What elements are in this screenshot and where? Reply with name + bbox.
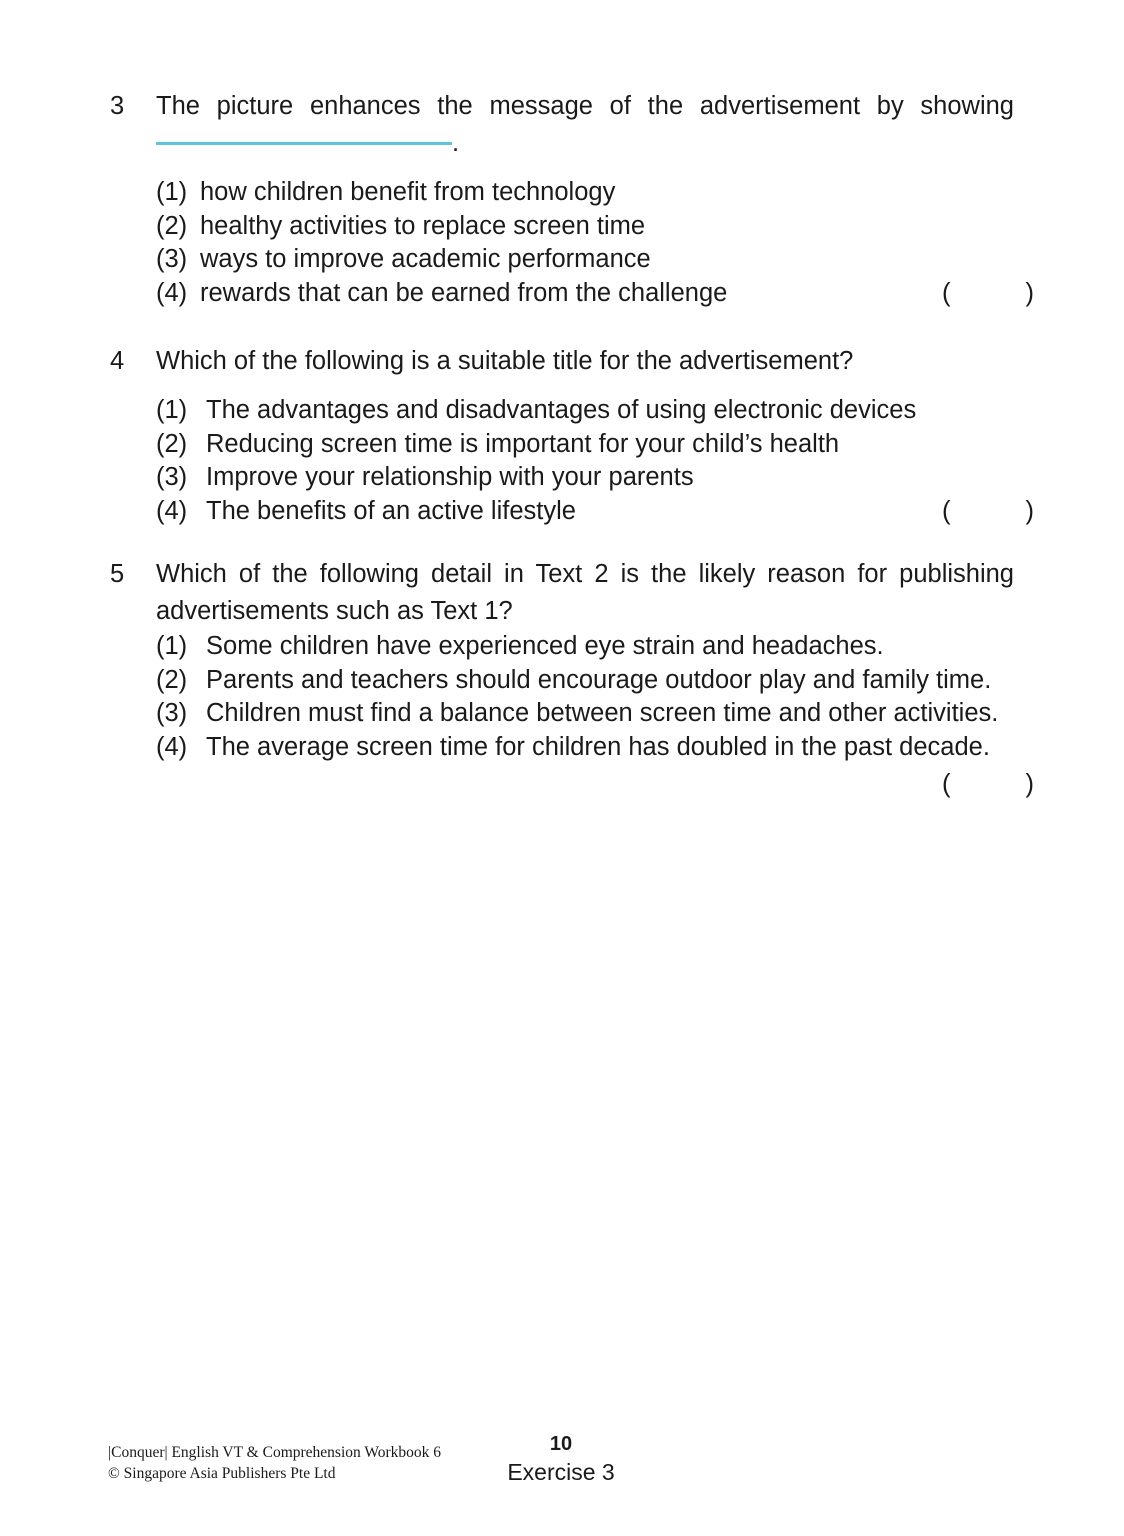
- option-text: ways to improve academic performance: [200, 245, 651, 273]
- footer-credit-publisher: © Singapore Asia Publishers Pte Ltd: [108, 1465, 336, 1482]
- answer-bracket-open: (: [942, 496, 951, 525]
- option-item[interactable]: [156, 664, 1014, 698]
- option-label: (4): [156, 496, 188, 525]
- question-5-answer-row: [156, 764, 1034, 802]
- question-5-number: 5: [110, 560, 125, 588]
- option-text: Parents and teachers should encourage outdoor play and family time.: [206, 665, 992, 694]
- option-label: (4): [156, 732, 188, 761]
- question-4: [110, 343, 1034, 528]
- question-5-stem-line-1: Which of the following detail in Text 2 is the likely reason for publishing: [156, 560, 1014, 588]
- question-3-answer-box[interactable]: [942, 277, 1034, 311]
- option-item[interactable]: [156, 176, 1014, 210]
- answer-bracket-close: ): [1025, 496, 1034, 525]
- option-item[interactable]: [156, 495, 1034, 529]
- question-3-number: 3: [110, 92, 125, 120]
- question-5-answer-box[interactable]: [942, 768, 1034, 802]
- option-label: (3): [156, 245, 188, 273]
- question-3-options: [156, 176, 1034, 310]
- question-3: [110, 88, 1034, 310]
- questions-container: [110, 88, 1034, 802]
- answer-blank-rule[interactable]: [156, 142, 452, 145]
- option-item[interactable]: [156, 630, 1014, 664]
- option-item[interactable]: [156, 277, 1034, 311]
- option-label: (2): [156, 211, 188, 240]
- option-label: (1): [156, 178, 188, 206]
- answer-bracket-close: ): [1025, 770, 1034, 798]
- footer-center: [430, 1432, 692, 1487]
- option-label: (3): [156, 463, 188, 491]
- option-label: (2): [156, 665, 188, 694]
- spacer: [156, 380, 1014, 394]
- option-item[interactable]: [156, 428, 1014, 462]
- option-label: (4): [156, 278, 188, 307]
- spacer: [110, 310, 1014, 343]
- answer-bracket-open: (: [942, 278, 951, 307]
- option-text: Reducing screen time is important for your child’s health: [206, 429, 840, 458]
- question-4-options: [156, 394, 1034, 528]
- page-footer: [0, 1432, 1124, 1512]
- question-5-stem: [156, 556, 1014, 630]
- option-text: rewards that can be earned from the challenge: [200, 278, 728, 307]
- question-4-stem: [156, 343, 1014, 380]
- option-text: The benefits of an active lifestyle: [206, 496, 576, 525]
- option-label: (1): [156, 632, 188, 660]
- option-item[interactable]: [156, 697, 1014, 731]
- option-text: Children must find a balance between screen time and other activities.: [206, 699, 999, 727]
- option-text: Some children have experienced eye strain and headaches.: [206, 632, 884, 660]
- option-text: The advantages and disadvantages of using electronic devices: [206, 396, 917, 424]
- question-3-stem-period: .: [452, 129, 460, 157]
- option-text: healthy activities to replace screen time: [200, 211, 646, 240]
- answer-bracket-open: (: [942, 770, 951, 798]
- spacer: [156, 162, 1014, 176]
- question-5-options: [156, 630, 1034, 802]
- option-text: Improve your relationship with your parents: [206, 463, 694, 491]
- exercise-label: Exercise 3: [507, 1459, 615, 1485]
- question-4-body: [156, 343, 1034, 528]
- question-5-body: [156, 556, 1034, 802]
- option-label: (3): [156, 699, 188, 727]
- spacer: [110, 528, 1014, 556]
- option-text: how children benefit from technology: [200, 178, 616, 206]
- option-item[interactable]: [156, 461, 1014, 495]
- option-label: (1): [156, 396, 188, 424]
- answer-bracket-close: ): [1025, 278, 1034, 307]
- question-4-number: 4: [110, 347, 125, 375]
- question-3-stem-line-1: The picture enhances the message of the advertisement by showing: [156, 92, 1014, 120]
- question-3-stem: [156, 88, 1014, 162]
- option-item[interactable]: [156, 243, 1014, 277]
- question-3-body: [156, 88, 1034, 310]
- option-item[interactable]: [156, 731, 1014, 765]
- option-item[interactable]: [156, 394, 1014, 428]
- option-item[interactable]: [156, 210, 1014, 244]
- option-label: (2): [156, 429, 188, 458]
- footer-credit-title: |Conquer| English VT & Comprehension Workbook 6: [108, 1444, 442, 1461]
- question-3-answer-blank-row: [156, 125, 1014, 162]
- question-5: [110, 556, 1034, 802]
- question-4-stem-line-1: Which of the following is a suitable title for the advertisement?: [156, 347, 854, 375]
- question-4-answer-box[interactable]: [942, 495, 1034, 529]
- question-5-stem-line-2: advertisements such as Text 1?: [156, 597, 513, 625]
- page-number: 10: [549, 1433, 573, 1455]
- option-text: The average screen time for children has doubled in the past decade.: [206, 732, 990, 761]
- footer-credit: [108, 1442, 441, 1484]
